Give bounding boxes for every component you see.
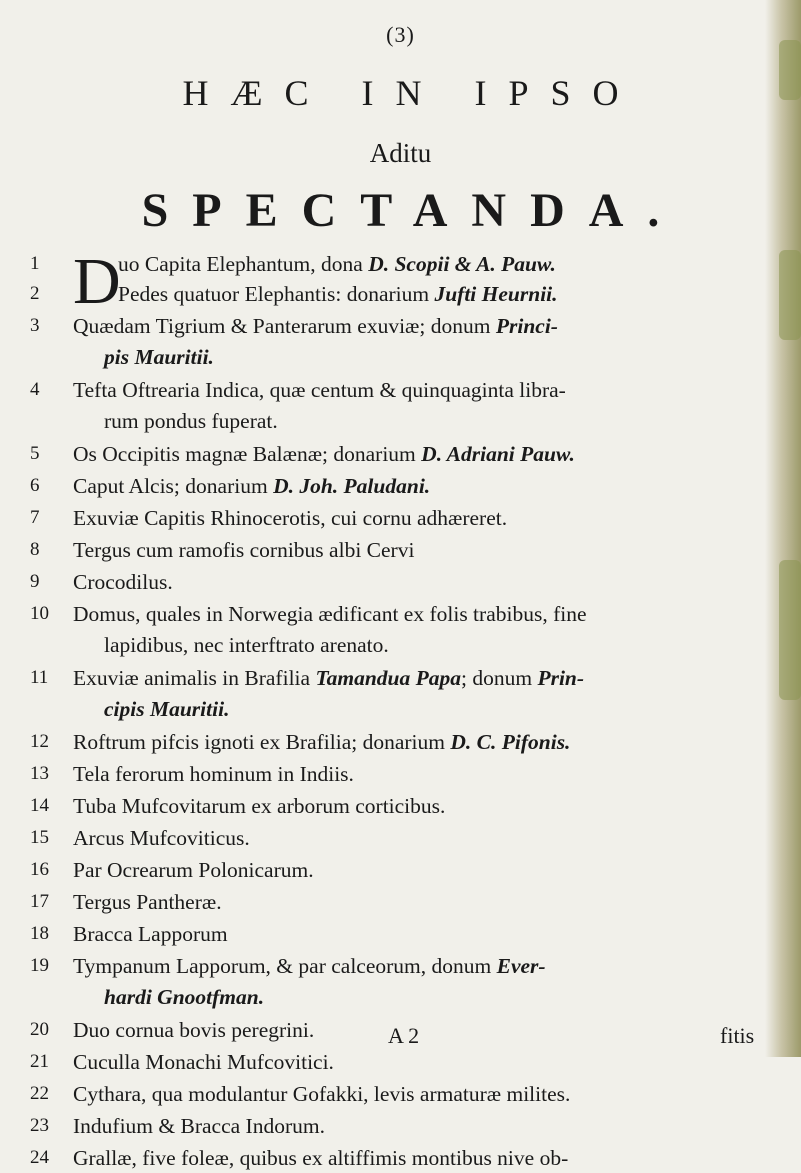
entry-number: 5	[30, 443, 40, 464]
entry-text: uo Capita Elephantum, dona D. Scopii & A. Pauw.	[118, 252, 556, 276]
entry-number: 15	[30, 827, 49, 848]
entry-text: Pedes quatuor Elephantis: donarium Jufti Heurnii.	[118, 282, 558, 306]
entry-continuation: hardi Gnootfman.	[104, 985, 265, 1009]
drop-cap: D	[73, 245, 121, 318]
entry-text: Par Ocrearum Polonicarum.	[73, 858, 314, 882]
entry-number: 2	[30, 283, 40, 304]
entry-number: 22	[30, 1083, 49, 1104]
entry-number: 3	[30, 315, 40, 336]
entry-text: Crocodilus.	[73, 570, 173, 594]
entry-text: Tergus cum ramofis cornibus albi Cervi	[73, 538, 415, 562]
signature-mark: A 2	[388, 1023, 420, 1048]
entry-number: 14	[30, 795, 49, 816]
entry-number: 24	[30, 1147, 49, 1168]
title-line-1: HÆC IN IPSO	[182, 73, 641, 113]
entry-text: Duo cornua bovis peregrini.	[73, 1018, 315, 1042]
entry-number: 23	[30, 1115, 49, 1136]
entry-number: 7	[30, 507, 40, 528]
entry-number: 1	[30, 253, 40, 274]
page-number: (3)	[386, 22, 415, 47]
title-line-2: SPECTANDA.	[141, 184, 684, 237]
entry-number: 8	[30, 539, 40, 560]
entry-text: Exuviæ animalis in Brafilia Tamandua Papa; donum Prin-	[73, 666, 585, 690]
entry-text: Arcus Mufcoviticus.	[73, 826, 250, 850]
entry-number: 17	[30, 891, 49, 912]
entry-text: Os Occipitis magnæ Balænæ; donarium D. Adriani Pauw.	[73, 442, 575, 466]
entry-text: Domus, quales in Norwegia ædificant ex folis trabibus, fine	[73, 602, 587, 626]
entry-continuation: pis Mauritii.	[104, 345, 214, 369]
stain-mark	[779, 560, 801, 700]
entry-text: Indufium & Bracca Indorum.	[73, 1114, 325, 1138]
entry-continuation: cipis Mauritii.	[104, 697, 230, 721]
entry-text: Cuculla Monachi Mufcovitici.	[73, 1050, 334, 1074]
entry-text: Roftrum pifcis ignoti ex Brafilia; donarium D. C. Pifonis.	[73, 730, 571, 754]
entry-continuation: rum pondus fuperat.	[104, 409, 278, 433]
entry-text: Caput Alcis; donarium D. Joh. Paludani.	[73, 474, 431, 498]
entry-number: 13	[30, 763, 49, 784]
entry-text: Tuba Mufcovitarum ex arborum corticibus.	[73, 794, 446, 818]
entry-number: 20	[30, 1019, 49, 1040]
catchword: fitis	[720, 1023, 755, 1048]
entry-number: 4	[30, 379, 40, 400]
subtitle: Aditu	[369, 138, 432, 168]
entry-number: 18	[30, 923, 49, 944]
entry-number: 16	[30, 859, 49, 880]
entry-number: 6	[30, 475, 40, 496]
entry-text: Grallæ, five foleæ, quibus ex altiffimis montibus nive ob-	[73, 1146, 569, 1170]
entry-number: 11	[30, 667, 49, 688]
entry-text: Exuviæ Capitis Rhinocerotis, cui cornu adhæreret.	[73, 506, 508, 530]
entry-text: Tympanum Lapporum, & par calceorum, donum Ever-	[73, 954, 546, 978]
stain-mark	[779, 250, 801, 340]
entry-text: Tergus Pantheræ.	[73, 890, 222, 914]
entry-continuation: lapidibus, nec interftrato arenato.	[104, 633, 389, 657]
entry-text: Tela ferorum hominum in Indiis.	[73, 762, 354, 786]
entry-number: 12	[30, 731, 49, 752]
entry-text: Tefta Oftrearia Indica, quæ centum & quinquaginta libra-	[73, 378, 566, 402]
entry-number: 9	[30, 571, 40, 592]
entry-text: Cythara, qua modulantur Gofakki, levis armaturæ milites.	[73, 1082, 571, 1106]
entry-number: 21	[30, 1051, 49, 1072]
entry-text: Quædam Tigrium & Panterarum exuviæ; donum Princi-	[73, 314, 558, 338]
entry-number: 10	[30, 603, 49, 624]
entry-number: 19	[30, 955, 49, 976]
entry-text: Bracca Lapporum	[73, 922, 228, 946]
